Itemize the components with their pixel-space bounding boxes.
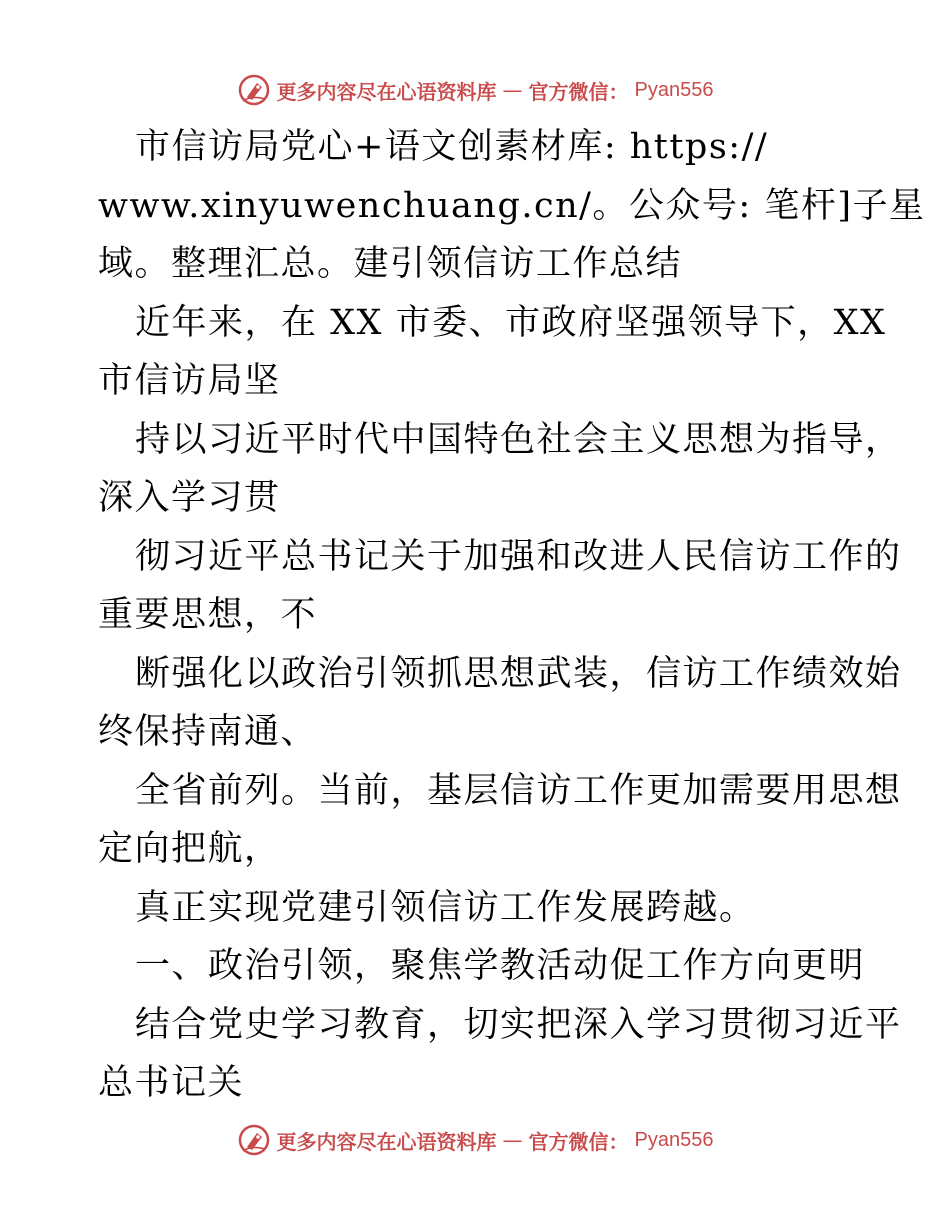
banner-promo-text: 更多内容尽在心语资料库 xyxy=(276,1129,497,1154)
pen-nib-logo-icon xyxy=(237,73,271,107)
text-line: 持以习近平时代中国特色社会主义思想为指导， xyxy=(135,419,902,460)
text-line: 结合党史学习教育，切实把深入学习贯彻习近平 xyxy=(135,1004,902,1045)
banner-separator: — xyxy=(502,78,523,102)
banner-wechat-id: Pyan556 xyxy=(634,78,714,101)
text-line: 重要思想，不 xyxy=(98,595,318,635)
text-line: 近年来，在 XX 市委、市政府坚强领导下，XX xyxy=(135,302,887,343)
text-line: 终保持南通、 xyxy=(98,712,318,752)
text-line: 彻习近平总书记关于加强和改进人民信访工作的 xyxy=(135,536,902,577)
text-line: 真正实现党建引领信访工作发展跨越。 xyxy=(135,887,756,928)
text-line: 全省前列。当前，基层信访工作更加需要用思想 xyxy=(135,770,902,811)
text-line: 深入学习贯 xyxy=(98,478,281,518)
text-line: 市信访局坚 xyxy=(98,361,281,401)
banner-promo-text: 更多内容尽在心语资料库 xyxy=(276,79,497,104)
banner-separator: — xyxy=(502,1128,523,1152)
text-line: 定向把航， xyxy=(98,829,281,869)
text-line: www.xinyuwenchuang.cn/。公众号: 笔杆]子星 xyxy=(98,185,926,226)
footer-banner xyxy=(0,1120,950,1160)
text-line: 总书记关 xyxy=(98,1063,245,1103)
header-banner xyxy=(0,70,950,110)
pen-nib-logo-icon xyxy=(237,1123,271,1157)
banner-wechat-id: Pyan556 xyxy=(634,1128,714,1151)
section-heading: 一、政治引领，聚焦学教活动促工作方向更明 xyxy=(135,946,866,986)
text-line: 断强化以政治引领抓思想武装，信访工作绩效始 xyxy=(135,653,902,694)
text-line: 域。整理汇总。建引领信访工作总结 xyxy=(98,244,683,284)
text-line: 市信访局党心+语文创素材库: https:// xyxy=(135,127,769,167)
document-body xyxy=(98,118,926,1113)
banner-wechat-label: 官方微信： xyxy=(528,79,629,104)
banner-wechat-label: 官方微信： xyxy=(528,1129,629,1154)
